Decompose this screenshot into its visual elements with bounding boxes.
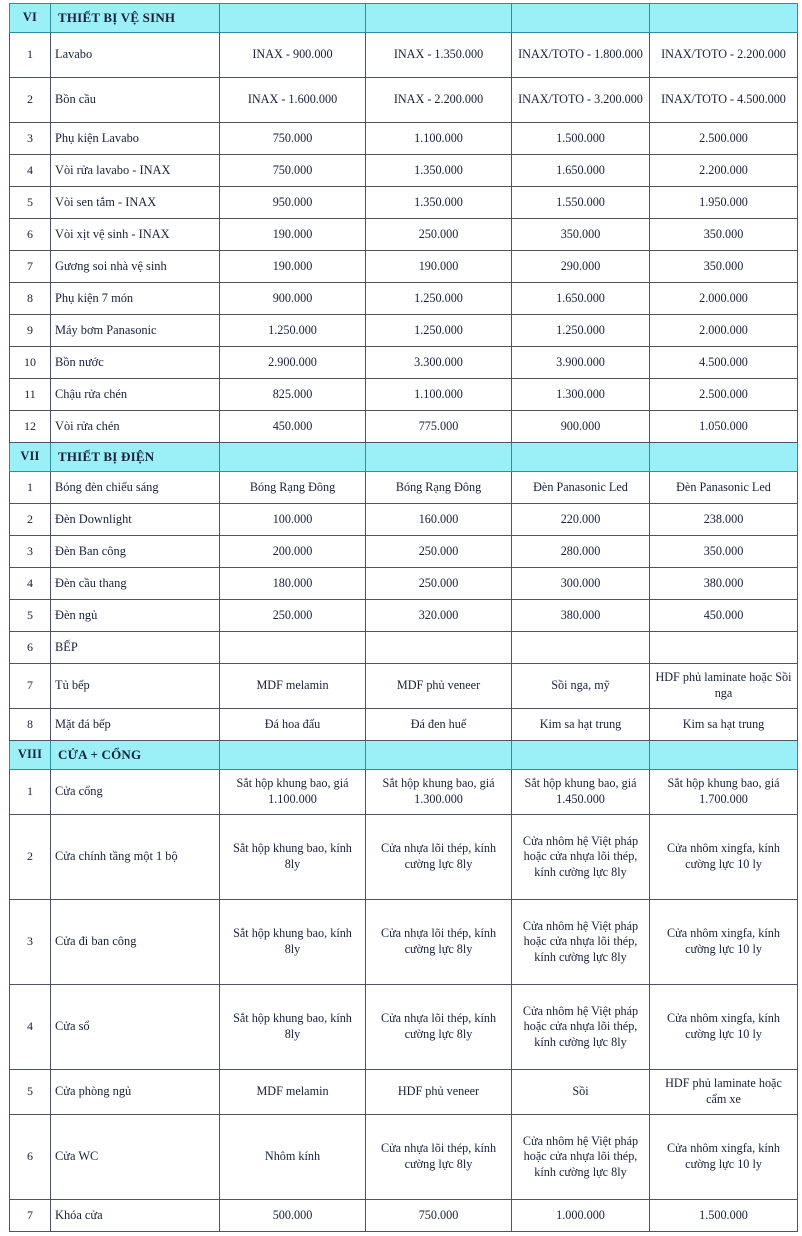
row-value-tier4: 1.500.000 [650,1200,798,1232]
row-value-tier1: Sắt hộp khung bao, kính 8ly [220,900,366,985]
row-value-tier2: MDF phủ veneer [366,664,512,709]
table-row [10,600,798,632]
row-value-tier3: INAX/TOTO - 1.800.000 [512,33,650,78]
table-row [10,632,798,664]
table-row [10,411,798,443]
row-value-tier3: 380.000 [512,600,650,632]
row-value-tier2: Cửa nhựa lõi thép, kính cường lực 8ly [366,900,512,985]
row-item-name: Đèn cầu thang [51,568,220,600]
row-value-tier3: Cửa nhôm hệ Việt pháp hoặc cửa nhựa lõi thép, kính cường lực 8ly [512,900,650,985]
row-value-tier4: Cửa nhôm xingfa, kính cường lực 10 ly [650,900,798,985]
row-value-tier3: Cửa nhôm hệ Việt pháp hoặc cửa nhựa lõi thép, kính cường lực 8ly [512,815,650,900]
row-value-tier3: 1.000.000 [512,1200,650,1232]
row-value-tier2: Đá đen huế [366,709,512,741]
row-value-tier3: 220.000 [512,504,650,536]
row-value-tier1: 750.000 [220,155,366,187]
row-index: 4 [10,568,51,600]
table-row [10,251,798,283]
table-row [10,770,798,815]
row-value-tier1: 180.000 [220,568,366,600]
row-index: 6 [10,219,51,251]
section-header-spacer [512,741,650,770]
row-value-tier2: 160.000 [366,504,512,536]
row-index: 1 [10,33,51,78]
row-value-tier2: 320.000 [366,600,512,632]
table-row [10,472,798,504]
row-value-tier2: 775.000 [366,411,512,443]
row-value-tier1: INAX - 900.000 [220,33,366,78]
row-index: 2 [10,78,51,123]
row-value-tier4: Đèn Panasonic Led [650,472,798,504]
row-value-tier2: 3.300.000 [366,347,512,379]
row-value-tier2: Cửa nhựa lõi thép, kính cường lực 8ly [366,1115,512,1200]
section-title: THIẾT BỊ VỆ SINH [51,4,220,33]
row-index: 12 [10,411,51,443]
section-header-spacer [650,4,798,33]
row-value-tier4: 1.050.000 [650,411,798,443]
row-value-tier2: 250.000 [366,568,512,600]
row-value-tier2: 190.000 [366,251,512,283]
row-value-tier4: 2.000.000 [650,315,798,347]
row-value-tier3: Sồi [512,1070,650,1115]
row-index: 4 [10,155,51,187]
row-index: 3 [10,536,51,568]
row-index: 7 [10,664,51,709]
section-header-spacer [220,741,366,770]
section-header-spacer [366,741,512,770]
section-numeral: VIII [10,741,51,770]
row-value-tier2: Cửa nhựa lõi thép, kính cường lực 8ly [366,985,512,1070]
table-row [10,504,798,536]
table-row [10,379,798,411]
row-item-name: Tủ bếp [51,664,220,709]
row-value-tier3: 300.000 [512,568,650,600]
row-value-tier1: Nhôm kính [220,1115,366,1200]
row-value-tier4: INAX/TOTO - 2.200.000 [650,33,798,78]
row-value-tier3: 1.650.000 [512,155,650,187]
row-value-tier3: Sồi nga, mỹ [512,664,650,709]
table-row [10,187,798,219]
row-value-tier1: MDF melamin [220,664,366,709]
row-value-tier2: INAX - 2.200.000 [366,78,512,123]
row-value-tier1: Đá hoa đấu [220,709,366,741]
row-value-tier3: 1.300.000 [512,379,650,411]
row-value-tier1: Sắt hộp khung bao, giá 1.100.000 [220,770,366,815]
table-row [10,664,798,709]
row-value-tier1: 825.000 [220,379,366,411]
row-value-tier4: 4.500.000 [650,347,798,379]
row-value-tier1: Bóng Rạng Đông [220,472,366,504]
section-header-spacer [220,4,366,33]
row-index: 7 [10,1200,51,1232]
row-index: 6 [10,632,51,664]
row-value-tier1: 250.000 [220,600,366,632]
row-value-tier3: Kim sa hạt trung [512,709,650,741]
row-index: 3 [10,900,51,985]
row-index: 8 [10,709,51,741]
row-value-tier1: 950.000 [220,187,366,219]
section-title: THIẾT BỊ ĐIỆN [51,443,220,472]
row-index: 5 [10,600,51,632]
row-value-tier4: 2.200.000 [650,155,798,187]
table-row [10,155,798,187]
row-value-tier4: 2.500.000 [650,379,798,411]
section-header-spacer [220,443,366,472]
row-item-name: Vòi xịt vệ sinh - INAX [51,219,220,251]
section-numeral: VII [10,443,51,472]
table-row [10,536,798,568]
table-row [10,1115,798,1200]
row-value-tier4: 238.000 [650,504,798,536]
row-value-tier3: 3.900.000 [512,347,650,379]
row-value-tier2: 750.000 [366,1200,512,1232]
table-row [10,900,798,985]
table-row [10,219,798,251]
row-value-tier2: INAX - 1.350.000 [366,33,512,78]
table-row [10,1070,798,1115]
row-item-name: Lavabo [51,33,220,78]
row-index: 4 [10,985,51,1070]
row-value-tier1: 500.000 [220,1200,366,1232]
price-comparison-table [9,3,798,1232]
row-value-tier3: 350.000 [512,219,650,251]
row-item-name: Cửa đi ban công [51,900,220,985]
row-value-tier4: Sắt hộp khung bao, giá 1.700.000 [650,770,798,815]
section-title: CỬA + CỔNG [51,741,220,770]
row-index: 5 [10,187,51,219]
row-item-name: Phụ kiện Lavabo [51,123,220,155]
row-item-name: Máy bơm Panasonic [51,315,220,347]
table-row [10,347,798,379]
table-row [10,985,798,1070]
row-value-tier4: 450.000 [650,600,798,632]
row-value-tier3: 280.000 [512,536,650,568]
row-value-tier1: 190.000 [220,219,366,251]
row-value-tier3: 900.000 [512,411,650,443]
section-header-row [10,4,798,33]
row-value-tier2: Cửa nhựa lõi thép, kính cường lực 8ly [366,815,512,900]
section-numeral: VI [10,4,51,33]
row-value-tier1 [220,632,366,664]
section-header-spacer [650,443,798,472]
row-value-tier3: 1.550.000 [512,187,650,219]
row-value-tier1: 1.250.000 [220,315,366,347]
row-value-tier3: 1.650.000 [512,283,650,315]
row-item-name: Vòi rửa chén [51,411,220,443]
row-item-name: Cửa cổng [51,770,220,815]
row-value-tier1: 2.900.000 [220,347,366,379]
row-item-name: Đèn ngủ [51,600,220,632]
row-item-name: Cửa chính tầng một 1 bộ [51,815,220,900]
row-value-tier2: Bóng Rạng Đông [366,472,512,504]
row-value-tier2: 250.000 [366,536,512,568]
table-body [10,4,798,1232]
row-item-name: Bồn nước [51,347,220,379]
row-value-tier4: 350.000 [650,536,798,568]
table-row [10,33,798,78]
row-value-tier1: 450.000 [220,411,366,443]
table-row [10,315,798,347]
row-value-tier2: 1.100.000 [366,379,512,411]
section-header-row [10,741,798,770]
row-index: 6 [10,1115,51,1200]
row-value-tier4 [650,632,798,664]
row-item-name: Cửa phòng ngủ [51,1070,220,1115]
row-value-tier1: Sắt hộp khung bao, kính 8ly [220,985,366,1070]
row-value-tier4: 2.000.000 [650,283,798,315]
row-value-tier2: 1.350.000 [366,155,512,187]
table-row [10,78,798,123]
row-index: 11 [10,379,51,411]
section-header-spacer [512,443,650,472]
row-value-tier1: 200.000 [220,536,366,568]
row-value-tier1: 750.000 [220,123,366,155]
row-value-tier3: Sắt hộp khung bao, giá 1.450.000 [512,770,650,815]
row-value-tier3: Cửa nhôm hệ Việt pháp hoặc cửa nhựa lõi thép, kính cường lực 8ly [512,985,650,1070]
row-item-name: Cửa WC [51,1115,220,1200]
row-value-tier2: 1.250.000 [366,283,512,315]
row-index: 7 [10,251,51,283]
row-item-name: Mặt đá bếp [51,709,220,741]
table-row [10,1200,798,1232]
row-value-tier4: Cửa nhôm xingfa, kính cường lực 10 ly [650,985,798,1070]
row-value-tier4: 350.000 [650,251,798,283]
row-value-tier4: 1.950.000 [650,187,798,219]
table-row [10,815,798,900]
row-value-tier3: 290.000 [512,251,650,283]
section-header-row [10,443,798,472]
row-index: 1 [10,472,51,504]
table-row [10,568,798,600]
row-index: 10 [10,347,51,379]
row-value-tier4: Kim sa hạt trung [650,709,798,741]
row-item-name: Vòi sen tắm - INAX [51,187,220,219]
row-value-tier2: 1.100.000 [366,123,512,155]
row-value-tier2: Sắt hộp khung bao, giá 1.300.000 [366,770,512,815]
row-value-tier1: Sắt hộp khung bao, kính 8ly [220,815,366,900]
row-value-tier3: Cửa nhôm hệ Việt pháp hoặc cửa nhựa lõi thép, kính cường lực 8ly [512,1115,650,1200]
row-item-name: BẾP [51,632,220,664]
row-value-tier3: 1.250.000 [512,315,650,347]
row-value-tier4: 380.000 [650,568,798,600]
row-value-tier3 [512,632,650,664]
row-index: 8 [10,283,51,315]
row-value-tier2 [366,632,512,664]
row-value-tier4: 2.500.000 [650,123,798,155]
row-item-name: Gương soi nhà vệ sinh [51,251,220,283]
row-value-tier2: 250.000 [366,219,512,251]
row-item-name: Bồn cầu [51,78,220,123]
table-row [10,709,798,741]
row-value-tier4: INAX/TOTO - 4.500.000 [650,78,798,123]
row-item-name: Phụ kiện 7 món [51,283,220,315]
row-item-name: Vòi rửa lavabo - INAX [51,155,220,187]
section-header-spacer [366,443,512,472]
row-value-tier4: Cửa nhôm xingfa, kính cường lực 10 ly [650,815,798,900]
section-header-spacer [366,4,512,33]
row-value-tier4: HDF phủ laminate hoặc cẩm xe [650,1070,798,1115]
row-value-tier4: Cửa nhôm xingfa, kính cường lực 10 ly [650,1115,798,1200]
row-value-tier3: INAX/TOTO - 3.200.000 [512,78,650,123]
section-header-spacer [650,741,798,770]
row-value-tier1: 900.000 [220,283,366,315]
row-index: 3 [10,123,51,155]
row-value-tier1: INAX - 1.600.000 [220,78,366,123]
row-item-name: Đèn Ban công [51,536,220,568]
row-index: 2 [10,504,51,536]
row-value-tier1: 100.000 [220,504,366,536]
section-header-spacer [512,4,650,33]
row-value-tier2: 1.350.000 [366,187,512,219]
table-row [10,283,798,315]
row-value-tier3: Đèn Panasonic Led [512,472,650,504]
row-index: 5 [10,1070,51,1115]
row-value-tier1: 190.000 [220,251,366,283]
row-item-name: Chậu rửa chén [51,379,220,411]
row-index: 9 [10,315,51,347]
row-value-tier2: HDF phủ veneer [366,1070,512,1115]
row-value-tier2: 1.250.000 [366,315,512,347]
row-value-tier4: HDF phủ laminate hoặc Sồi nga [650,664,798,709]
row-item-name: Khóa cửa [51,1200,220,1232]
row-item-name: Bóng đèn chiếu sáng [51,472,220,504]
row-item-name: Cửa sổ [51,985,220,1070]
row-value-tier4: 350.000 [650,219,798,251]
table-row [10,123,798,155]
row-index: 1 [10,770,51,815]
row-item-name: Đèn Downlight [51,504,220,536]
row-value-tier3: 1.500.000 [512,123,650,155]
row-value-tier1: MDF melamin [220,1070,366,1115]
row-index: 2 [10,815,51,900]
